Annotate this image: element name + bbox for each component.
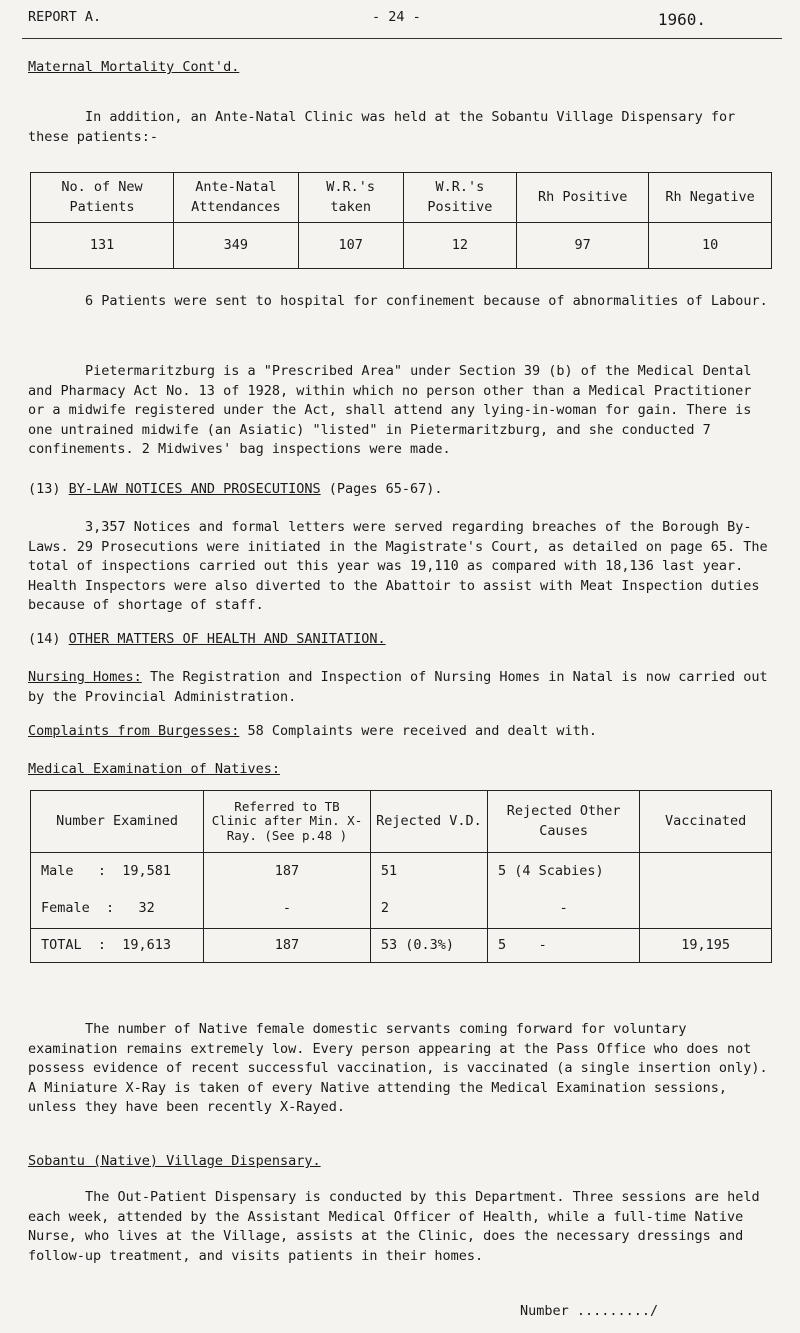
antenatal-value-cell: 131 <box>31 223 174 269</box>
natives-cell: 51 <box>370 853 487 891</box>
natives-header-cell: Rejected Other Causes <box>488 791 640 853</box>
section-continued-heading: Maternal Mortality Cont'd. <box>28 59 240 75</box>
antenatal-value-cell: 107 <box>298 223 403 269</box>
natives-cell: 187 <box>204 853 371 891</box>
natives-header-cell: Referred to TB Clinic after Min. X-Ray. (See p.48 ) <box>204 791 371 853</box>
complaints-paragraph <box>28 722 773 742</box>
antenatal-value-cell: 349 <box>174 223 299 269</box>
antenatal-header-cell: W.R.'s Positive <box>403 173 517 223</box>
natives-cell: 19,195 <box>640 929 772 963</box>
antenatal-header-cell: Ante-Natal Attendances <box>174 173 299 223</box>
natives-cell: - <box>488 891 640 929</box>
antenatal-header-cell: Rh Positive <box>517 173 649 223</box>
antenatal-header-cell: W.R.'s taken <box>298 173 403 223</box>
nursing-homes-label: Nursing Homes: <box>28 669 142 685</box>
natives-cell: Female : 32 <box>31 891 204 929</box>
sobantu-paragraph: The Out-Patient Dispensary is conducted by this Department. Three sessions are held each week, attended by the Assistant Medical Officer of Health, while a full-time Native Nurse, who lives at the Village, assists at the Clinic, does the necessary dressings and follow-up treatment, and visits patients in their homes. <box>28 1189 760 1264</box>
natives-cell <box>640 891 772 929</box>
natives-cell: 5 - <box>488 929 640 963</box>
antenatal-header-cell: No. of New Patients <box>31 173 174 223</box>
antenatal-header-cell: Rh Negative <box>649 173 772 223</box>
natives-cell: 5 (4 Scabies) <box>488 853 640 891</box>
natives-cell: 187 <box>204 929 371 963</box>
section-13-pages: (Pages 65-67). <box>328 481 443 497</box>
natives-header-cell: Number Examined <box>31 791 204 853</box>
header-rule <box>22 38 782 39</box>
natives-table-header-row <box>31 791 772 853</box>
antenatal-table-header-row <box>31 173 772 223</box>
antenatal-paragraph: In addition, an Ante-Natal Clinic was held at the Sobantu Village Dispensary for these patients:- <box>28 109 736 145</box>
antenatal-value-cell: 10 <box>649 223 772 269</box>
section-14-title: OTHER MATTERS OF HEALTH AND SANITATION. <box>68 631 386 647</box>
antenatal-value-cell: 12 <box>403 223 517 269</box>
pietermaritzburg-paragraph: Pietermaritzburg is a "Prescribed Area" under Section 39 (b) of the Medical Dental and Pharmacy Act No. 13 of 1928, within which no person other than a Medical Practitioner or a midwife registered under the Act, shall attend any lying-in-woman for gain. There is one untrained midwife (an Asiatic) "listed" in Pietermaritzburg, and she conducted 7 confinements. 2 Midwives' bag inspections were made. <box>28 363 752 458</box>
complaints-label: Complaints from Burgesses: <box>28 723 240 739</box>
natives-examination-table <box>30 790 772 963</box>
complaints-text: 58 Complaints were received and dealt with. <box>247 723 597 739</box>
natives-cell <box>640 853 772 891</box>
antenatal-table-row <box>31 223 772 269</box>
antenatal-table <box>30 172 772 269</box>
section-14-heading <box>28 630 773 650</box>
report-year: 1960. <box>657 10 706 29</box>
domestic-servants-paragraph: The number of Native female domestic servants coming forward for voluntary examination remains extremely low. Every person appearing at the Pass Office who does not possess evidence of recent successful vaccination, is vaccinated (a single insertion only). A Miniature X-Ray is taken of every Native attending the Medical Examination sessions, unless they have been recently X-Rayed. <box>28 1021 768 1116</box>
hospital-paragraph: 6 Patients were sent to hospital for confinement because of abnormalities of Labour. <box>85 293 768 309</box>
section-13-paragraph: 3,357 Notices and formal letters were served regarding breaches of the Borough By-Laws. 29 Prosecutions were initiated in the Magistrate's Court, as detailed on page 65. The total of inspections carried out this year was 19,110 as compared with 18,136 last year. Health Inspectors were also diverted to the Abattoir to assist with Meat Inspection duties because of shortage of staff. <box>28 519 768 614</box>
report-label: REPORT A. <box>28 9 102 25</box>
sobantu-heading: Sobantu (Native) Village Dispensary. <box>28 1153 321 1169</box>
natives-header-cell: Rejected V.D. <box>370 791 487 853</box>
section-13-number: (13) <box>28 481 61 497</box>
section-13-heading <box>28 480 773 500</box>
natives-table-total-row <box>31 929 772 963</box>
natives-cell: TOTAL : 19,613 <box>31 929 204 963</box>
medical-examination-heading: Medical Examination of Natives: <box>28 761 280 777</box>
section-13-title: BY-LAW NOTICES AND PROSECUTIONS <box>68 481 321 497</box>
section-14-number: (14) <box>28 631 61 647</box>
antenatal-value-cell: 97 <box>517 223 649 269</box>
natives-cell: - <box>204 891 371 929</box>
natives-cell: 53 (0.3%) <box>370 929 487 963</box>
natives-cell: 2 <box>370 891 487 929</box>
nursing-homes-paragraph <box>28 668 773 707</box>
natives-table-row <box>31 853 772 891</box>
natives-cell: Male : 19,581 <box>31 853 204 891</box>
nursing-homes-text: The Registration and Inspection of Nursing Homes in Natal is now carried out by the Provincial Administration. <box>28 669 768 705</box>
page-number: - 24 - <box>372 9 421 25</box>
natives-table-row <box>31 891 772 929</box>
page-footer-catchword: Number ........./ <box>520 1303 659 1319</box>
page-header <box>28 8 778 32</box>
natives-header-cell: Vaccinated <box>640 791 772 853</box>
